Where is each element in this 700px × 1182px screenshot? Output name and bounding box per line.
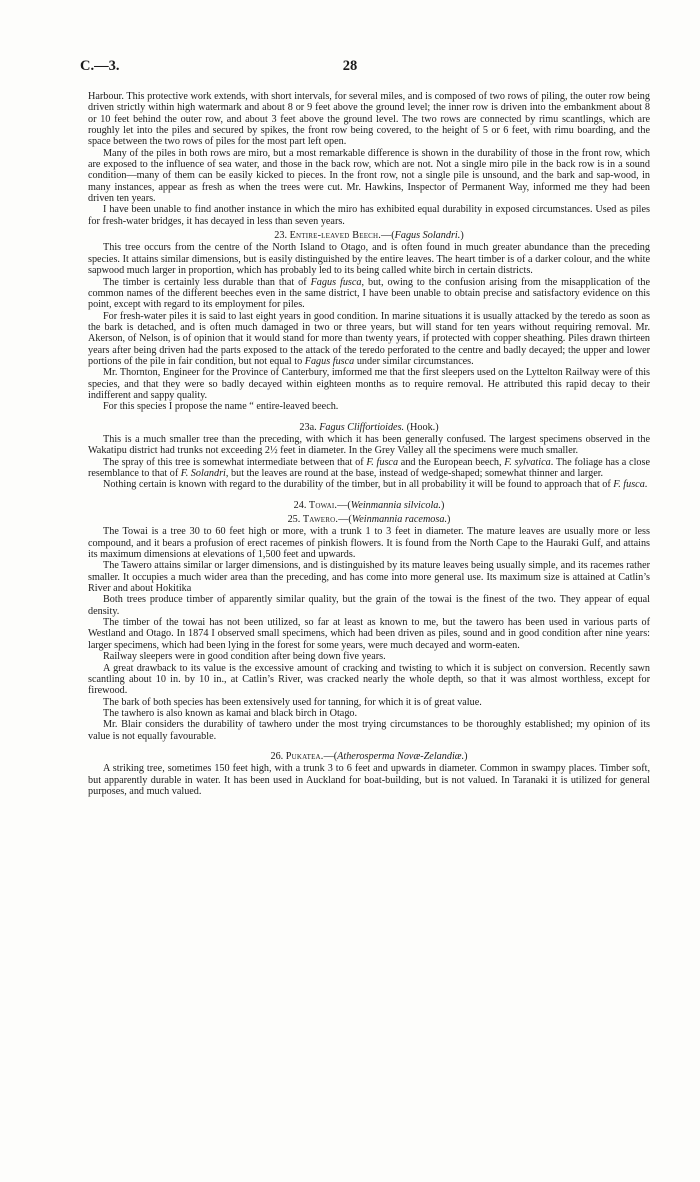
body-paragraph: Nothing certain is known with regard to the durability of the timber, but in all probability it will be found to approach that of F. fusca. <box>103 479 648 491</box>
species-latin-name: Atherosperma Novæ-Zelandiæ. <box>337 750 465 762</box>
section-heading: 23a. Fagus Cliffortioides. (Hook.) <box>299 421 439 433</box>
body-paragraph: Both trees produce timber of apparently similar quality, but the grain of the towai is the finest of the two. They appear of equal density. <box>88 594 650 617</box>
body-paragraph: I have been unable to find another instance in which the miro has exhibited equal durability in exposed circumstances. Used as piles for fresh-water bridges, it has decayed in less than seven years. <box>88 204 650 227</box>
body-paragraph: Railway sleepers were in good condition after being down five years. <box>103 651 386 663</box>
body-paragraph: This is a much smaller tree than the preceding, with which it has been generally confused. The largest specimens observed in the Wakatipu district had trunks not exceeding 2½ feet in diameter. In the Grey Valley all the specimens were much smaller. <box>88 433 650 457</box>
body-paragraph: The tawhero is also known as kamai and black birch in Otago. <box>103 707 358 719</box>
body-paragraph: A striking tree, sometimes 150 feet high, with a trunk 3 to 6 feet and upwards in diameter. Common in swampy places. Timber soft, but apparently durable in water. It has been used in Auckland for boat-building, but is not valued. In Taranaki it is utilized for general purposes, and much valued. <box>88 763 650 797</box>
species-latin-name: Weinmannia racemosa. <box>351 514 447 526</box>
species-common-name: Towai. <box>308 499 338 511</box>
body-paragraph: The Towai is a tree 30 to 60 feet high or more, with a trunk 1 to 3 feet in diameter. The mature leaves are usually more or less compound, and it bears a profusion of erect racemes of pinkish flowers. It is found from the North Cape to the Hauraki Gulf, and attains its maximum dimensions at elevations of 1,500 feet and upwards. <box>88 526 650 561</box>
body-paragraph: Harbour. This protective work extends, with short intervals, for several miles, and is composed of two rows of piling, the outer row being driven strictly within high watermark and about 8 or 9 feet above the ground level; the inner row is driven into the embankment about 8 or 10 feet behind the outer row, and about 3 feet above the ground level. The two rows are connected by rimu scantlings, which are roughly let into the piles and secured by spikes, the front row being covered, to the height of 5 or 6 feet, with rimu boarding, and the space between the two rows of piles for the most part left open. <box>88 91 650 148</box>
section-heading: 24. Towai.—(Weinmannia silvicola.) <box>293 499 445 511</box>
species-latin-name: Fagus Cliffortioides. <box>319 421 405 433</box>
report-series-label: C.—3. <box>80 58 120 74</box>
body-paragraph: Mr. Blair considers the durability of tawhero under the most trying circumstances to be thoroughly established; my opinion of its value is not equally favourable. <box>88 719 650 742</box>
page-number: 28 <box>342 58 358 74</box>
document-body <box>88 91 650 797</box>
body-paragraph: Many of the piles in both rows are miro, but a most remarkable difference is shown in the durability of those in the front row, which are exposed to the influence of sea water, and those in the back row, which are not. Not a single miro pile in the back row is in a sound condition—many of them can be easily kicked to pieces. In the front row, not a single pile is unsound, and the bark and sap-wood, in many instances, appear as fresh as when the trees were cut. Mr. Hawkins, Inspector of Permanent Way, informed me they had been driven ten years. <box>88 147 650 205</box>
section-number: 26. <box>270 750 286 762</box>
species-common-name: Pukatea. <box>285 750 324 762</box>
section-heading: 25. Tawero.—(Weinmannia racemosa.) <box>287 514 451 526</box>
page-header <box>80 58 620 76</box>
section-number: 25. <box>287 514 303 526</box>
body-paragraph: The timber of the towai has not been utilized, so far at least as known to me, but the tawero has been used in various parts of Westland and Otago. In 1874 I observed small specimens, which had been driven as piles, sound and in good condition after nine years: larger specimens, which had been lying in the forest for some years, were much decayed and worm-eaten. <box>88 617 650 651</box>
section-number: 23. <box>274 230 290 242</box>
species-common-name: Entire-leaved Beech. <box>289 230 382 242</box>
section-number: 24. <box>293 499 309 511</box>
species-latin-name: Fagus Solandri. <box>394 230 461 242</box>
body-paragraph: The Tawero attains similar or larger dimensions, and is distinguished by its mature leaves being usually simple, and its racemes rather smaller. It occupies a much wider area than the preceding, and has come into more general use. Its maximum size is attained at Catlin’s River and about Hokitika <box>88 560 650 595</box>
body-paragraph: For fresh-water piles it is said to last eight years in good condition. In marine situations it is usually attacked by the teredo as soon as the bark is detached, and is often much damaged in two or three years, but will stand for ten years without requiring removal. Mr. Akerson, of Nelson, is of opinion that it would stand for more than twenty years, if protected with copper sheathing. Piles drawn thirteen years after being driven had the parts exposed to the attack of the teredo perforated to the centre and badly decayed; the upper and lower portions of the pile in fair condition, but not equal to Fagus fusca under similar circumstances. <box>88 310 650 367</box>
species-latin-name: Weinmannia silvicola. <box>350 499 441 511</box>
body-paragraph: Mr. Thornton, Engineer for the Province of Canterbury, imformed me that the first sleepers used on the Lyttelton Railway were of this species, and that they were so badly decayed within eighteen months as to require removal. He attributed this rapid decay to their indifferent and sappy quality. <box>88 367 650 401</box>
section-number: 23a. <box>299 421 320 433</box>
section-heading: 26. Pukatea.—(Atherosperma Novæ-Zelandiæ.) <box>270 750 468 762</box>
body-paragraph: The bark of both species has been extensively used for tanning, for which it is of great value. <box>103 696 482 708</box>
body-paragraph: The spray of this tree is somewhat intermediate between that of F. fusca and the European beech, F. sylvatica. The foliage has a close resemblance to that of F. Solandri, but the leaves are round at the base, instead of wedge-shaped; somewhat thinner and larger. <box>88 456 650 479</box>
section-heading: 23. Entire-leaved Beech.—(Fagus Solandri.) <box>274 230 464 242</box>
body-paragraph: For this species I propose the name “ entire-leaved beech. <box>103 401 339 413</box>
body-paragraph: The timber is certainly less durable than that of Fagus fusca, but, owing to the confusion arising from the misapplication of the common names of the different beeches even in the same district, I have been unable to obtain precise and satisfactory evidence on this point, except with regard to its employment for piles. <box>88 276 650 311</box>
species-common-name: Tawero. <box>302 514 339 526</box>
body-paragraph: A great drawback to its value is the excessive amount of cracking and twisting to which it is subject on conversion. Recently sawn scantling about 10 in. by 10 in., at Catlin’s River, was cracked nearly the whole depth, so that it was almost worthless, except for firewood. <box>88 662 650 697</box>
body-paragraph: This tree occurs from the centre of the North Island to Otago, and is often found in much greater abundance than the preceding species. It attains similar dimensions, but is easily distinguished by the entire leaves. The heart timber is of a darker colour, and the white sapwood much larger in proportion, which has probably led to its being called white birch in certain districts. <box>88 242 650 277</box>
